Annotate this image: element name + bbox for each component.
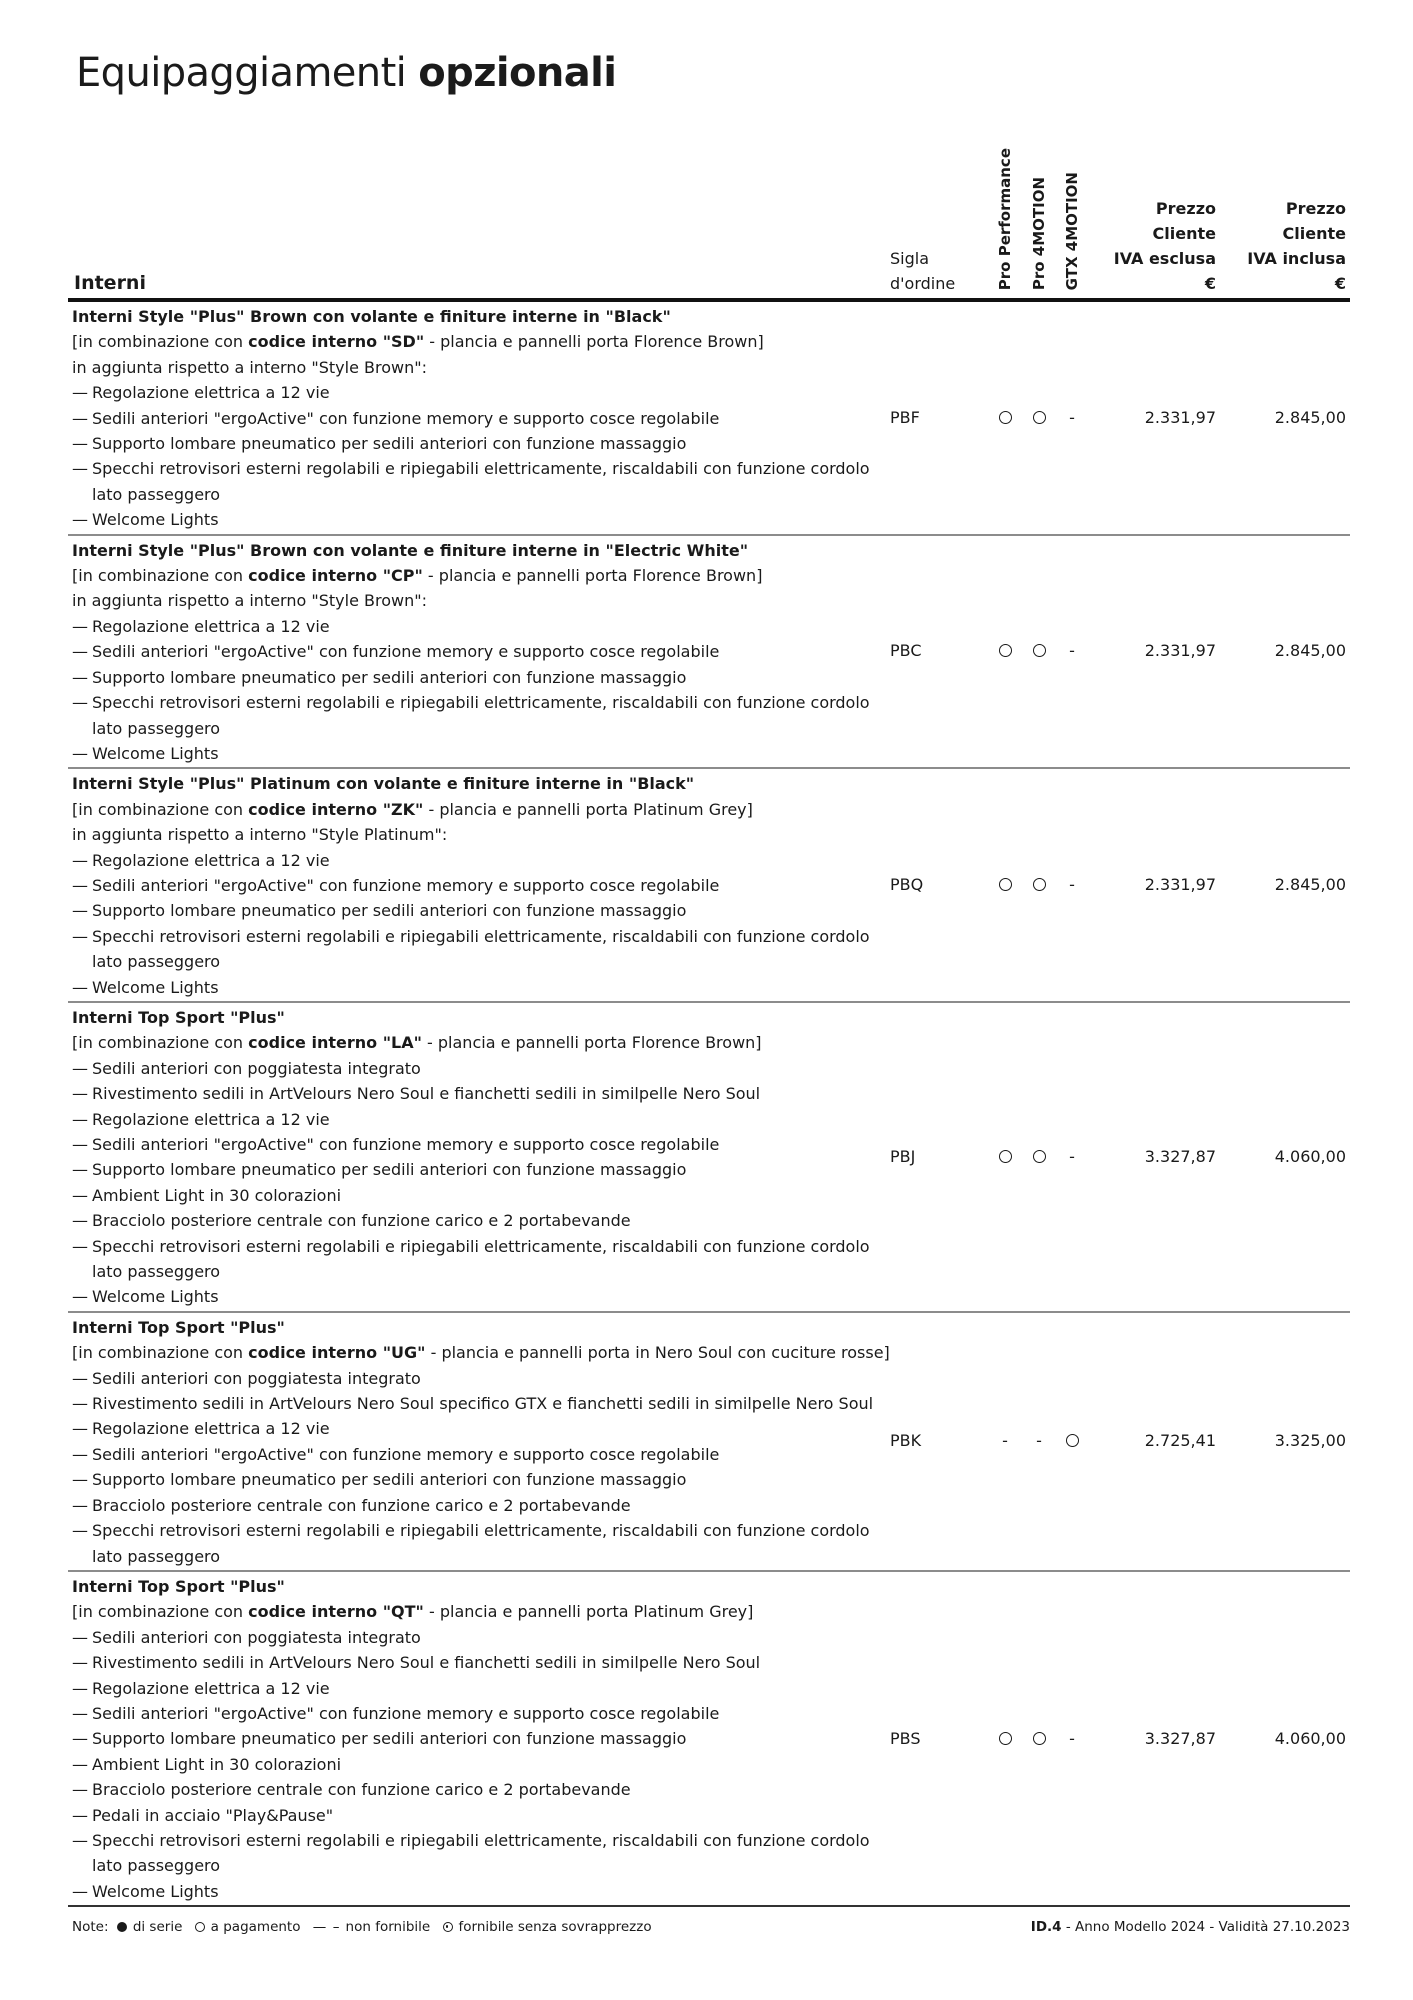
- table-header: [68, 147, 1350, 302]
- availability-pro-4motion-empty-circle-icon: [1027, 638, 1051, 664]
- price-excl-vat: 2.331,97: [1144, 875, 1216, 895]
- list-item: — Bracciolo posteriore centrale con funzione carico e 2 portabevande: [72, 1777, 872, 1802]
- list-item: — Supporto lombare pneumatico per sedili anteriori con funzione massaggio: [72, 1467, 872, 1492]
- availability-gtx-4motion-dash-icon: [1060, 638, 1084, 664]
- list-item: — Rivestimento sedili in ArtVelours Nero Soul specifico GTX e fianchetti sedili in similpelle Nero Soul: [72, 1391, 872, 1416]
- legend-optional: a pagamento: [195, 1917, 305, 1937]
- list-item: — Supporto lombare pneumatico per sedili anteriori con funzione massaggio: [72, 665, 872, 690]
- availability-pro-4motion-empty-circle-icon: [1027, 1144, 1051, 1170]
- list-item: — Sedili anteriori "ergoActive" con funzione memory e supporto cosce regolabile: [72, 1442, 872, 1467]
- interior-code: codice interno "SD": [248, 332, 425, 352]
- page-title-bold: opzionali: [418, 50, 617, 96]
- legend-standard: di serie: [117, 1917, 187, 1937]
- availability-gtx-4motion-dash-icon: [1060, 1726, 1084, 1752]
- price-incl-vat: 4.060,00: [1274, 1146, 1346, 1166]
- availability-pro-performance-empty-circle-icon: [993, 872, 1017, 898]
- order-code: PBF: [890, 407, 920, 427]
- option-note: in aggiunta rispetto a interno "Style Platinum":: [72, 825, 448, 845]
- option-title: Interni Style "Plus" Platinum con volante e finiture interne in "Black": [72, 774, 695, 794]
- price-incl-vat: 3.325,00: [1274, 1431, 1346, 1451]
- availability-gtx-4motion-dash-icon: [1060, 405, 1084, 431]
- document-info: [1031, 1917, 1350, 1937]
- list-item-continuation: lato passeggero: [92, 952, 221, 972]
- option-title: Interni Style "Plus" Brown con volante e finiture interne in "Electric White": [72, 540, 749, 560]
- price-incl-vat: 2.845,00: [1274, 641, 1346, 661]
- section-heading: Interni: [74, 272, 146, 294]
- table-row: [68, 1003, 1350, 1313]
- option-description: [68, 1574, 872, 1904]
- legend-not-available: — – non fornibile: [313, 1917, 434, 1937]
- empty-circle-icon: [195, 1922, 205, 1932]
- list-item: — Sedili anteriori con poggiatesta integrato: [72, 1366, 872, 1391]
- availability-pro-performance-empty-circle-icon: [993, 1144, 1017, 1170]
- list-item: — Sedili anteriori con poggiatesta integrato: [72, 1625, 872, 1650]
- table-body: [68, 302, 1350, 1907]
- list-item: — Sedili anteriori "ergoActive" con funzione memory e supporto cosce regolabile: [72, 1701, 872, 1726]
- option-combination: [in combinazione con codice interno "CP" - plancia e pannelli porta Florence Brown]: [72, 566, 763, 586]
- list-item: — Specchi retrovisori esterni regolabili e ripiegabili elettricamente, riscaldabili con funzione cordolo: [72, 456, 872, 481]
- list-item: — Pedali in acciaio "Play&Pause": [72, 1803, 872, 1828]
- list-item: — Supporto lombare pneumatico per sedili anteriori con funzione massaggio: [72, 431, 872, 456]
- list-item: — Regolazione elettrica a 12 vie: [72, 1676, 872, 1701]
- list-item: — Welcome Lights: [72, 975, 872, 1000]
- list-item: — Ambient Light in 30 colorazioni: [72, 1752, 872, 1777]
- availability-gtx-4motion-empty-circle-icon: [1060, 1428, 1084, 1454]
- interior-code: codice interno "QT": [248, 1602, 424, 1622]
- dotted-circle-icon: [443, 1922, 453, 1932]
- list-item-continuation: lato passeggero: [92, 1856, 221, 1876]
- list-item: — Specchi retrovisori esterni regolabili e ripiegabili elettricamente, riscaldabili con funzione cordolo: [72, 690, 872, 715]
- list-item-continuation: lato passeggero: [92, 1546, 221, 1566]
- list-item: — Welcome Lights: [72, 507, 872, 532]
- availability-pro-4motion-dash-icon: [1027, 1428, 1051, 1454]
- list-item: — Ambient Light in 30 colorazioni: [72, 1183, 872, 1208]
- col-header-price-excl-vat: Prezzo Cliente IVA esclusa €: [1113, 199, 1216, 293]
- table-row: [68, 536, 1350, 770]
- price-excl-vat: 3.327,87: [1144, 1728, 1216, 1748]
- list-item: — Regolazione elettrica a 12 vie: [72, 1107, 872, 1132]
- option-combination: [in combinazione con codice interno "ZK" - plancia e pannelli porta Platinum Grey]: [72, 799, 753, 819]
- availability-pro-4motion-empty-circle-icon: [1027, 1726, 1051, 1752]
- list-item: — Regolazione elettrica a 12 vie: [72, 848, 872, 873]
- option-note: in aggiunta rispetto a interno "Style Brown":: [72, 591, 427, 611]
- model-name: ID.4: [1030, 1919, 1062, 1935]
- col-header-pro-performance: Pro Performance: [996, 147, 1014, 290]
- price-excl-vat: 3.327,87: [1144, 1146, 1216, 1166]
- list-item: — Welcome Lights: [72, 1284, 872, 1309]
- option-description: [68, 538, 872, 767]
- table-row: [68, 769, 1350, 1003]
- list-item: — Rivestimento sedili in ArtVelours Nero Soul e fianchetti sedili in similpelle Nero Soul: [72, 1081, 872, 1106]
- list-item: — Specchi retrovisori esterni regolabili e ripiegabili elettricamente, riscaldabili con funzione cordolo: [72, 1518, 872, 1543]
- table-row: [68, 1313, 1350, 1572]
- list-item: — Specchi retrovisori esterni regolabili e ripiegabili elettricamente, riscaldabili con funzione cordolo: [72, 1234, 872, 1259]
- interior-code: codice interno "ZK": [248, 799, 424, 819]
- interior-code: codice interno "LA": [248, 1033, 422, 1053]
- option-description: [68, 304, 872, 533]
- list-item: — Supporto lombare pneumatico per sedili anteriori con funzione massaggio: [72, 1157, 872, 1182]
- option-description: [68, 1005, 872, 1310]
- list-item: — Welcome Lights: [72, 741, 872, 766]
- legend-label: Note:: [72, 1919, 109, 1935]
- list-item: — Supporto lombare pneumatico per sedili anteriori con funzione massaggio: [72, 1726, 872, 1751]
- list-item: — Welcome Lights: [72, 1879, 872, 1904]
- availability-gtx-4motion-dash-icon: [1060, 872, 1084, 898]
- dash-icon: — –: [313, 1917, 340, 1937]
- order-code: PBS: [890, 1728, 921, 1748]
- availability-pro-performance-dash-icon: [993, 1428, 1017, 1454]
- model-year-validity: - Anno Modello 2024 - Validità 27.10.2023: [1061, 1919, 1350, 1935]
- interior-code: codice interno "CP": [248, 566, 423, 586]
- option-note: in aggiunta rispetto a interno "Style Brown":: [72, 357, 427, 377]
- list-item: — Sedili anteriori con poggiatesta integrato: [72, 1056, 872, 1081]
- options-table: [68, 147, 1350, 1907]
- filled-circle-icon: [117, 1922, 127, 1932]
- option-combination: [in combinazione con codice interno "UG" - plancia e pannelli porta in Nero Soul con cuciture rosse]: [72, 1343, 890, 1363]
- option-title: Interni Top Sport "Plus": [72, 1576, 285, 1596]
- option-description: [68, 771, 872, 1000]
- list-item: — Sedili anteriori "ergoActive" con funzione memory e supporto cosce regolabile: [72, 873, 872, 898]
- price-incl-vat: 4.060,00: [1274, 1728, 1346, 1748]
- col-header-price-incl-vat: Prezzo Cliente IVA inclusa €: [1247, 199, 1346, 293]
- order-code: PBC: [890, 641, 922, 661]
- page-title: [76, 50, 616, 96]
- order-code: PBJ: [890, 1146, 916, 1166]
- availability-pro-performance-empty-circle-icon: [993, 638, 1017, 664]
- option-combination: [in combinazione con codice interno "QT" - plancia e pannelli porta Platinum Grey]: [72, 1602, 754, 1622]
- list-item: — Sedili anteriori "ergoActive" con funzione memory e supporto cosce regolabile: [72, 406, 872, 431]
- list-item: — Rivestimento sedili in ArtVelours Nero Soul e fianchetti sedili in similpelle Nero Soul: [72, 1650, 872, 1675]
- price-excl-vat: 2.331,97: [1144, 641, 1216, 661]
- col-header-pro-4motion: Pro 4MOTION: [1030, 176, 1048, 290]
- price-incl-vat: 2.845,00: [1274, 407, 1346, 427]
- table-row: [68, 1572, 1350, 1907]
- availability-pro-4motion-empty-circle-icon: [1027, 405, 1051, 431]
- table-row: [68, 302, 1350, 536]
- legend: [72, 1917, 660, 1937]
- col-header-sigla: Sigla d'ordine: [890, 249, 956, 293]
- list-item: — Regolazione elettrica a 12 vie: [72, 1416, 872, 1441]
- legend-free: fornibile senza sovrapprezzo: [443, 1917, 656, 1937]
- list-item: — Regolazione elettrica a 12 vie: [72, 380, 872, 405]
- list-item: — Specchi retrovisori esterni regolabili e ripiegabili elettricamente, riscaldabili con funzione cordolo: [72, 924, 872, 949]
- order-code: PBQ: [890, 875, 924, 895]
- list-item: — Bracciolo posteriore centrale con funzione carico e 2 portabevande: [72, 1493, 872, 1518]
- list-item-continuation: lato passeggero: [92, 718, 221, 738]
- option-combination: [in combinazione con codice interno "LA" - plancia e pannelli porta Florence Brown]: [72, 1033, 762, 1053]
- col-header-gtx-4motion: GTX 4MOTION: [1063, 171, 1081, 290]
- list-item: — Specchi retrovisori esterni regolabili e ripiegabili elettricamente, riscaldabili con funzione cordolo: [72, 1828, 872, 1853]
- interior-code: codice interno "UG": [248, 1343, 426, 1363]
- list-item-continuation: lato passeggero: [92, 1262, 221, 1282]
- order-code: PBK: [890, 1431, 922, 1451]
- list-item: — Bracciolo posteriore centrale con funzione carico e 2 portabevande: [72, 1208, 872, 1233]
- price-incl-vat: 2.845,00: [1274, 875, 1346, 895]
- availability-gtx-4motion-dash-icon: [1060, 1144, 1084, 1170]
- option-description: [68, 1315, 890, 1569]
- option-title: Interni Top Sport "Plus": [72, 1007, 285, 1027]
- list-item: — Regolazione elettrica a 12 vie: [72, 614, 872, 639]
- availability-pro-performance-empty-circle-icon: [993, 405, 1017, 431]
- price-excl-vat: 2.331,97: [1144, 407, 1216, 427]
- price-excl-vat: 2.725,41: [1144, 1431, 1216, 1451]
- option-title: Interni Top Sport "Plus": [72, 1317, 285, 1337]
- option-combination: [in combinazione con codice interno "SD" - plancia e pannelli porta Florence Brown]: [72, 332, 764, 352]
- availability-pro-4motion-empty-circle-icon: [1027, 872, 1051, 898]
- option-title: Interni Style "Plus" Brown con volante e finiture interne in "Black": [72, 307, 671, 326]
- page-title-light: Equipaggiamenti: [76, 50, 407, 96]
- list-item: — Supporto lombare pneumatico per sedili anteriori con funzione massaggio: [72, 898, 872, 923]
- list-item-continuation: lato passeggero: [92, 484, 221, 504]
- list-item: — Sedili anteriori "ergoActive" con funzione memory e supporto cosce regolabile: [72, 639, 872, 664]
- list-item: — Sedili anteriori "ergoActive" con funzione memory e supporto cosce regolabile: [72, 1132, 872, 1157]
- availability-pro-performance-empty-circle-icon: [993, 1726, 1017, 1752]
